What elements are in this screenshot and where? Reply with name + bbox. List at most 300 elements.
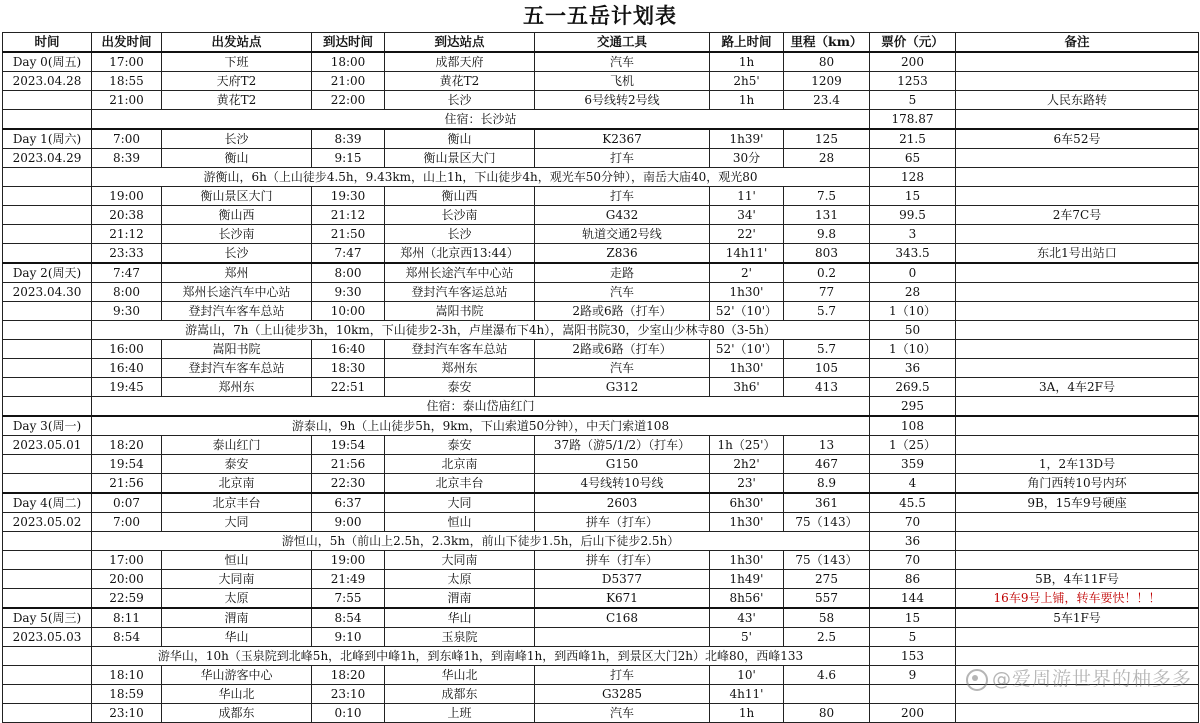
span-cell[interactable]: 住宿：长沙站	[92, 110, 870, 130]
table-cell[interactable]: 成都东	[162, 704, 312, 723]
table-cell[interactable]: 0:10	[312, 704, 385, 723]
header-cell[interactable]: 出发时间	[92, 33, 162, 53]
table-cell[interactable]: 4.6	[784, 666, 870, 685]
table-cell[interactable]: 5	[870, 628, 956, 647]
table-cell[interactable]: 7:55	[312, 589, 385, 609]
table-cell[interactable]	[3, 704, 92, 723]
table-cell[interactable]: 11'	[710, 187, 784, 206]
table-cell[interactable]: 1h30'	[710, 551, 784, 570]
table-cell[interactable]: 1h30'	[710, 513, 784, 532]
price-cell[interactable]: 50	[870, 321, 956, 340]
table-cell[interactable]: 7:00	[92, 129, 162, 149]
table-cell[interactable]: 1h（25'）	[710, 436, 784, 455]
table-cell[interactable]: 登封汽车客运总站	[385, 283, 535, 302]
table-cell[interactable]: 0.2	[784, 263, 870, 283]
table-cell[interactable]	[956, 628, 1199, 647]
table-cell[interactable]: 华山	[385, 608, 535, 628]
table-cell[interactable]: 52'（10'）	[710, 302, 784, 321]
table-cell[interactable]: 天府T2	[162, 72, 312, 91]
table-cell[interactable]: 1h30'	[710, 283, 784, 302]
span-cell[interactable]: 游嵩山，7h（上山徒步3h，10km，下山徒步2-3h，卢崖瀑布下4h），嵩阳书院30，少室山少林寺80（3-5h）	[92, 321, 870, 340]
table-cell[interactable]: 大同南	[162, 570, 312, 589]
table-cell[interactable]: 8:39	[312, 129, 385, 149]
table-cell[interactable]: 9:00	[312, 513, 385, 532]
table-cell[interactable]: 9	[870, 666, 956, 685]
header-cell[interactable]: 票价（元）	[870, 33, 956, 53]
table-cell[interactable]: 21:12	[312, 206, 385, 225]
table-cell[interactable]: 21:56	[92, 474, 162, 494]
table-cell[interactable]: 22:00	[312, 91, 385, 110]
table-cell[interactable]: 21:00	[92, 91, 162, 110]
table-cell[interactable]: 15	[870, 608, 956, 628]
table-cell[interactable]	[3, 474, 92, 494]
table-cell[interactable]: 0	[870, 263, 956, 283]
table-cell[interactable]	[956, 436, 1199, 455]
table-cell[interactable]: 1（10）	[870, 302, 956, 321]
table-cell[interactable]	[956, 149, 1199, 168]
table-cell[interactable]: G150	[535, 455, 710, 474]
table-cell[interactable]: 衡山西	[385, 187, 535, 206]
table-cell[interactable]: 343.5	[870, 244, 956, 264]
table-cell[interactable]: 8:54	[92, 628, 162, 647]
table-cell[interactable]	[956, 72, 1199, 91]
table-cell[interactable]: 6:37	[312, 493, 385, 513]
table-cell[interactable]: G3285	[535, 685, 710, 704]
table-cell[interactable]	[956, 168, 1199, 187]
table-cell[interactable]: 4h11'	[710, 685, 784, 704]
table-cell[interactable]: 黄花T2	[385, 72, 535, 91]
table-cell[interactable]: Day 0(周五)	[3, 52, 92, 72]
table-cell[interactable]	[3, 187, 92, 206]
table-cell[interactable]: 10'	[710, 666, 784, 685]
table-cell[interactable]: 80	[784, 52, 870, 72]
table-cell[interactable]: 郑州	[162, 263, 312, 283]
table-cell[interactable]	[956, 225, 1199, 244]
table-cell[interactable]	[956, 397, 1199, 417]
table-cell[interactable]: 361	[784, 493, 870, 513]
table-cell[interactable]: 18:10	[92, 666, 162, 685]
table-cell[interactable]: 9:30	[92, 302, 162, 321]
table-cell[interactable]: 8:00	[92, 283, 162, 302]
table-cell[interactable]: 拼车（打车）	[535, 513, 710, 532]
table-cell[interactable]: 23:10	[312, 685, 385, 704]
table-cell[interactable]: 23'	[710, 474, 784, 494]
header-cell[interactable]: 交通工具	[535, 33, 710, 53]
table-cell[interactable]: 1（10）	[870, 340, 956, 359]
table-cell[interactable]: 19:54	[312, 436, 385, 455]
table-cell[interactable]	[3, 359, 92, 378]
table-cell[interactable]: Day 5(周三)	[3, 608, 92, 628]
table-cell[interactable]	[535, 628, 710, 647]
table-cell[interactable]	[3, 666, 92, 685]
table-cell[interactable]: 登封汽车客车总站	[162, 302, 312, 321]
table-cell[interactable]: 70	[870, 513, 956, 532]
table-cell[interactable]: Day 3(周一)	[3, 416, 92, 436]
table-cell[interactable]: 6h30'	[710, 493, 784, 513]
table-cell[interactable]: Day 4(周二)	[3, 493, 92, 513]
table-cell[interactable]: 打车	[535, 666, 710, 685]
table-cell[interactable]: 7:47	[312, 244, 385, 264]
table-cell[interactable]: 7.5	[784, 187, 870, 206]
table-cell[interactable]: 渭南	[162, 608, 312, 628]
table-cell[interactable]: 28	[870, 283, 956, 302]
table-cell[interactable]	[3, 455, 92, 474]
table-cell[interactable]: 汽车	[535, 52, 710, 72]
table-cell[interactable]: 郑州长途汽车中心站	[385, 263, 535, 283]
table-cell[interactable]: K2367	[535, 129, 710, 149]
header-cell[interactable]: 时间	[3, 33, 92, 53]
table-cell[interactable]: 汽车	[535, 704, 710, 723]
table-cell[interactable]: 北京南	[162, 474, 312, 494]
table-cell[interactable]	[3, 91, 92, 110]
table-cell[interactable]: 轨道交通2号线	[535, 225, 710, 244]
table-cell[interactable]: 2路或6路（打车）	[535, 340, 710, 359]
table-cell[interactable]: 下班	[162, 52, 312, 72]
table-cell[interactable]: 86	[870, 570, 956, 589]
table-cell[interactable]: 8h56'	[710, 589, 784, 609]
table-cell[interactable]: 打车	[535, 149, 710, 168]
table-cell[interactable]: 125	[784, 129, 870, 149]
table-cell[interactable]: 45.5	[870, 493, 956, 513]
table-cell[interactable]: 22:51	[312, 378, 385, 397]
table-cell[interactable]: 2023.04.30	[3, 283, 92, 302]
table-cell[interactable]: 21:49	[312, 570, 385, 589]
table-cell[interactable]: 70	[870, 551, 956, 570]
price-cell[interactable]: 108	[870, 416, 956, 436]
table-cell[interactable]: 16:00	[92, 340, 162, 359]
table-cell[interactable]: 玉泉院	[385, 628, 535, 647]
table-cell[interactable]: 1h	[710, 91, 784, 110]
table-cell[interactable]: 长沙	[162, 129, 312, 149]
table-cell[interactable]: 58	[784, 608, 870, 628]
table-cell[interactable]: 5'	[710, 628, 784, 647]
table-cell[interactable]: 登封汽车客车总站	[385, 340, 535, 359]
table-cell[interactable]: 嵩阳书院	[162, 340, 312, 359]
table-cell[interactable]: 汽车	[535, 359, 710, 378]
price-cell[interactable]: 153	[870, 647, 956, 666]
table-cell[interactable]: 19:54	[92, 455, 162, 474]
table-cell[interactable]: 5B，4车11F号	[956, 570, 1199, 589]
table-cell[interactable]	[3, 168, 92, 187]
table-cell[interactable]: 9.8	[784, 225, 870, 244]
span-cell[interactable]: 游泰山，9h（上山徒步5h，9km，下山索道50分钟），中天门索道108	[92, 416, 870, 436]
table-cell[interactable]: 1209	[784, 72, 870, 91]
table-cell[interactable]	[956, 532, 1199, 551]
table-cell[interactable]: 75（143）	[784, 551, 870, 570]
table-cell[interactable]: 华山北	[162, 685, 312, 704]
table-cell[interactable]: 9:15	[312, 149, 385, 168]
table-cell[interactable]	[956, 340, 1199, 359]
table-cell[interactable]: 144	[870, 589, 956, 609]
table-cell[interactable]	[3, 532, 92, 551]
table-cell[interactable]: 华山游客中心	[162, 666, 312, 685]
table-cell[interactable]: 8:11	[92, 608, 162, 628]
table-cell[interactable]: 22:30	[312, 474, 385, 494]
table-cell[interactable]: 成都东	[385, 685, 535, 704]
table-cell[interactable]: 3h6'	[710, 378, 784, 397]
table-cell[interactable]: 衡山	[385, 129, 535, 149]
table-cell[interactable]: 大同	[385, 493, 535, 513]
table-cell[interactable]: 2023.04.28	[3, 72, 92, 91]
table-cell[interactable]	[956, 416, 1199, 436]
table-cell[interactable]: 1（25）	[870, 436, 956, 455]
table-cell[interactable]	[956, 283, 1199, 302]
table-cell[interactable]: 衡山景区大门	[162, 187, 312, 206]
table-cell[interactable]: 长沙南	[162, 225, 312, 244]
table-cell[interactable]: 3A，4车2F号	[956, 378, 1199, 397]
table-cell[interactable]: 20:00	[92, 570, 162, 589]
table-cell[interactable]: Z836	[535, 244, 710, 264]
table-cell[interactable]: 5.7	[784, 340, 870, 359]
table-cell[interactable]	[3, 647, 92, 666]
table-cell[interactable]: 7:00	[92, 513, 162, 532]
table-cell[interactable]: 4号线转10号线	[535, 474, 710, 494]
table-cell[interactable]	[3, 551, 92, 570]
table-cell[interactable]	[956, 110, 1199, 130]
table-cell[interactable]: 269.5	[870, 378, 956, 397]
price-cell[interactable]: 178.87	[870, 110, 956, 130]
table-cell[interactable]	[3, 206, 92, 225]
table-cell[interactable]: 21:12	[92, 225, 162, 244]
table-cell[interactable]	[956, 647, 1199, 666]
table-cell[interactable]: 大同南	[385, 551, 535, 570]
table-cell[interactable]: 15	[870, 187, 956, 206]
table-cell[interactable]: 18:59	[92, 685, 162, 704]
table-cell[interactable]: 275	[784, 570, 870, 589]
table-cell[interactable]: 34'	[710, 206, 784, 225]
table-cell[interactable]: 8:39	[92, 149, 162, 168]
table-cell[interactable]: 77	[784, 283, 870, 302]
table-cell[interactable]: 1253	[870, 72, 956, 91]
table-cell[interactable]	[956, 302, 1199, 321]
table-cell[interactable]: 80	[784, 704, 870, 723]
table-cell[interactable]: 23.4	[784, 91, 870, 110]
table-cell[interactable]: 泰安	[162, 455, 312, 474]
table-cell[interactable]: 18:00	[312, 52, 385, 72]
header-cell[interactable]: 到达站点	[385, 33, 535, 53]
table-cell[interactable]: 郑州（北京西13:44）	[385, 244, 535, 264]
table-cell[interactable]	[3, 589, 92, 609]
table-cell[interactable]: 2023.04.29	[3, 149, 92, 168]
table-cell[interactable]: 18:20	[312, 666, 385, 685]
table-cell[interactable]: 16车9号上铺，转车要快！！！	[956, 589, 1199, 609]
table-cell[interactable]: 19:45	[92, 378, 162, 397]
table-cell[interactable]: 恒山	[162, 551, 312, 570]
table-cell[interactable]: 2路或6路（打车）	[535, 302, 710, 321]
table-cell[interactable]: 75（143）	[784, 513, 870, 532]
table-cell[interactable]	[956, 551, 1199, 570]
table-cell[interactable]: 65	[870, 149, 956, 168]
table-cell[interactable]: 泰安	[385, 378, 535, 397]
table-cell[interactable]: 16:40	[312, 340, 385, 359]
table-cell[interactable]: 43'	[710, 608, 784, 628]
table-cell[interactable]: G432	[535, 206, 710, 225]
table-cell[interactable]: 6车52号	[956, 129, 1199, 149]
table-cell[interactable]: 2.5	[784, 628, 870, 647]
table-cell[interactable]: 2h2'	[710, 455, 784, 474]
table-cell[interactable]: 人民东路转	[956, 91, 1199, 110]
table-cell[interactable]: 恒山	[385, 513, 535, 532]
table-cell[interactable]: 1h	[710, 52, 784, 72]
table-cell[interactable]: 打车	[535, 187, 710, 206]
table-cell[interactable]: 17:00	[92, 551, 162, 570]
table-cell[interactable]: 嵩阳书院	[385, 302, 535, 321]
table-cell[interactable]: 拼车（打车）	[535, 551, 710, 570]
table-cell[interactable]	[956, 321, 1199, 340]
table-cell[interactable]	[956, 513, 1199, 532]
table-cell[interactable]: 4	[870, 474, 956, 494]
table-cell[interactable]	[3, 570, 92, 589]
table-cell[interactable]: 9B，15车9号硬座	[956, 493, 1199, 513]
table-cell[interactable]: Day 1(周六)	[3, 129, 92, 149]
span-cell[interactable]: 游恒山，5h（前山上2.5h，2.3km，前山下徒步1.5h，后山下徒步2.5h）	[92, 532, 870, 551]
table-cell[interactable]: 10:00	[312, 302, 385, 321]
price-cell[interactable]: 295	[870, 397, 956, 417]
span-cell[interactable]: 游华山，10h（玉泉院到北峰5h，北峰到中峰1h，到东峰1h，到南峰1h，到西峰1h，到景区大门2h）北峰80，西峰133	[92, 647, 870, 666]
table-cell[interactable]: 37路（游5/1/2）（打车）	[535, 436, 710, 455]
table-cell[interactable]: 1h39'	[710, 129, 784, 149]
table-cell[interactable]: K671	[535, 589, 710, 609]
table-cell[interactable]: 16:40	[92, 359, 162, 378]
table-cell[interactable]: 23:10	[92, 704, 162, 723]
table-cell[interactable]: 1h49'	[710, 570, 784, 589]
table-cell[interactable]: 9:10	[312, 628, 385, 647]
table-cell[interactable]: 7:47	[92, 263, 162, 283]
span-cell[interactable]: 住宿：泰山岱庙红门	[92, 397, 870, 417]
header-cell[interactable]: 里程（km）	[784, 33, 870, 53]
table-cell[interactable]: 22:59	[92, 589, 162, 609]
table-cell[interactable]: C168	[535, 608, 710, 628]
table-cell[interactable]: 557	[784, 589, 870, 609]
table-cell[interactable]: 22'	[710, 225, 784, 244]
table-cell[interactable]: 9:30	[312, 283, 385, 302]
table-cell[interactable]: 18:30	[312, 359, 385, 378]
price-cell[interactable]: 36	[870, 532, 956, 551]
table-cell[interactable]: 18:55	[92, 72, 162, 91]
table-cell[interactable]: 郑州东	[162, 378, 312, 397]
table-cell[interactable]: 8.9	[784, 474, 870, 494]
table-cell[interactable]: 20:38	[92, 206, 162, 225]
table-cell[interactable]: 上班	[385, 704, 535, 723]
table-cell[interactable]: 黄花T2	[162, 91, 312, 110]
table-cell[interactable]: 19:30	[312, 187, 385, 206]
table-cell[interactable]: 太原	[385, 570, 535, 589]
table-cell[interactable]	[956, 187, 1199, 206]
table-cell[interactable]: 18:20	[92, 436, 162, 455]
table-cell[interactable]: 2车7C号	[956, 206, 1199, 225]
table-cell[interactable]: 359	[870, 455, 956, 474]
table-cell[interactable]	[3, 225, 92, 244]
table-cell[interactable]: 13	[784, 436, 870, 455]
table-cell[interactable]: 19:00	[92, 187, 162, 206]
table-cell[interactable]: 8:54	[312, 608, 385, 628]
table-cell[interactable]	[3, 378, 92, 397]
table-cell[interactable]: 17:00	[92, 52, 162, 72]
table-cell[interactable]: 28	[784, 149, 870, 168]
table-cell[interactable]: 803	[784, 244, 870, 264]
table-cell[interactable]: 413	[784, 378, 870, 397]
table-cell[interactable]: 2023.05.01	[3, 436, 92, 455]
table-cell[interactable]	[3, 244, 92, 264]
table-cell[interactable]: 北京丰台	[162, 493, 312, 513]
table-cell[interactable]: 200	[870, 52, 956, 72]
table-cell[interactable]: 2023.05.02	[3, 513, 92, 532]
table-cell[interactable]: 大同	[162, 513, 312, 532]
table-cell[interactable]: 2'	[710, 263, 784, 283]
table-cell[interactable]: 36	[870, 359, 956, 378]
table-cell[interactable]: 北京南	[385, 455, 535, 474]
table-cell[interactable]: 泰安	[385, 436, 535, 455]
table-cell[interactable]: 衡山西	[162, 206, 312, 225]
table-cell[interactable]: 泰山红门	[162, 436, 312, 455]
table-cell[interactable]	[3, 302, 92, 321]
table-cell[interactable]: D5377	[535, 570, 710, 589]
table-cell[interactable]: 华山	[162, 628, 312, 647]
table-cell[interactable]: 汽车	[535, 283, 710, 302]
table-cell[interactable]: 北京丰台	[385, 474, 535, 494]
table-cell[interactable]: 21:00	[312, 72, 385, 91]
table-cell[interactable]: 5车1F号	[956, 608, 1199, 628]
table-cell[interactable]: 30分	[710, 149, 784, 168]
price-cell[interactable]: 128	[870, 168, 956, 187]
table-cell[interactable]: 太原	[162, 589, 312, 609]
table-cell[interactable]: 长沙	[385, 91, 535, 110]
table-cell[interactable]: 0:07	[92, 493, 162, 513]
table-cell[interactable]: 走路	[535, 263, 710, 283]
header-cell[interactable]: 路上时间	[710, 33, 784, 53]
table-cell[interactable]: 衡山	[162, 149, 312, 168]
table-cell[interactable]: 5.7	[784, 302, 870, 321]
table-cell[interactable]: 登封汽车客车总站	[162, 359, 312, 378]
table-cell[interactable]: 1h30'	[710, 359, 784, 378]
table-cell[interactable]	[3, 321, 92, 340]
table-cell[interactable]: 长沙	[385, 225, 535, 244]
table-cell[interactable]: 131	[784, 206, 870, 225]
table-cell[interactable]: 467	[784, 455, 870, 474]
table-cell[interactable]: 99.5	[870, 206, 956, 225]
table-cell[interactable]: 1h	[710, 704, 784, 723]
table-cell[interactable]: 2h5'	[710, 72, 784, 91]
table-cell[interactable]: 5	[870, 91, 956, 110]
span-cell[interactable]: 游衡山，6h（上山徒步4.5h，9.43km，山上1h，下山徒步4h，观光车50分钟），南岳大庙40，观光80	[92, 168, 870, 187]
table-cell[interactable]: 衡山景区大门	[385, 149, 535, 168]
table-cell[interactable]: 52'（10'）	[710, 340, 784, 359]
table-cell[interactable]: Day 2(周天)	[3, 263, 92, 283]
table-cell[interactable]: 长沙南	[385, 206, 535, 225]
table-cell[interactable]: 郑州长途汽车中心站	[162, 283, 312, 302]
table-cell[interactable]: 8:00	[312, 263, 385, 283]
table-cell[interactable]: 200	[870, 704, 956, 723]
table-cell[interactable]: 成都天府	[385, 52, 535, 72]
table-cell[interactable]: 6号线转2号线	[535, 91, 710, 110]
table-cell[interactable]: 21:56	[312, 455, 385, 474]
table-cell[interactable]	[956, 704, 1199, 723]
table-cell[interactable]: 1，2车13D号	[956, 455, 1199, 474]
table-cell[interactable]: 2603	[535, 493, 710, 513]
table-cell[interactable]	[3, 110, 92, 130]
header-cell[interactable]: 出发站点	[162, 33, 312, 53]
table-cell[interactable]	[956, 52, 1199, 72]
table-cell[interactable]: 3	[870, 225, 956, 244]
header-cell[interactable]: 备注	[956, 33, 1199, 53]
table-cell[interactable]: 华山北	[385, 666, 535, 685]
table-cell[interactable]: 23:33	[92, 244, 162, 264]
table-cell[interactable]	[956, 263, 1199, 283]
table-cell[interactable]: 2023.05.03	[3, 628, 92, 647]
table-cell[interactable]: 长沙	[162, 244, 312, 264]
table-cell[interactable]: 郑州东	[385, 359, 535, 378]
table-cell[interactable]	[3, 397, 92, 417]
